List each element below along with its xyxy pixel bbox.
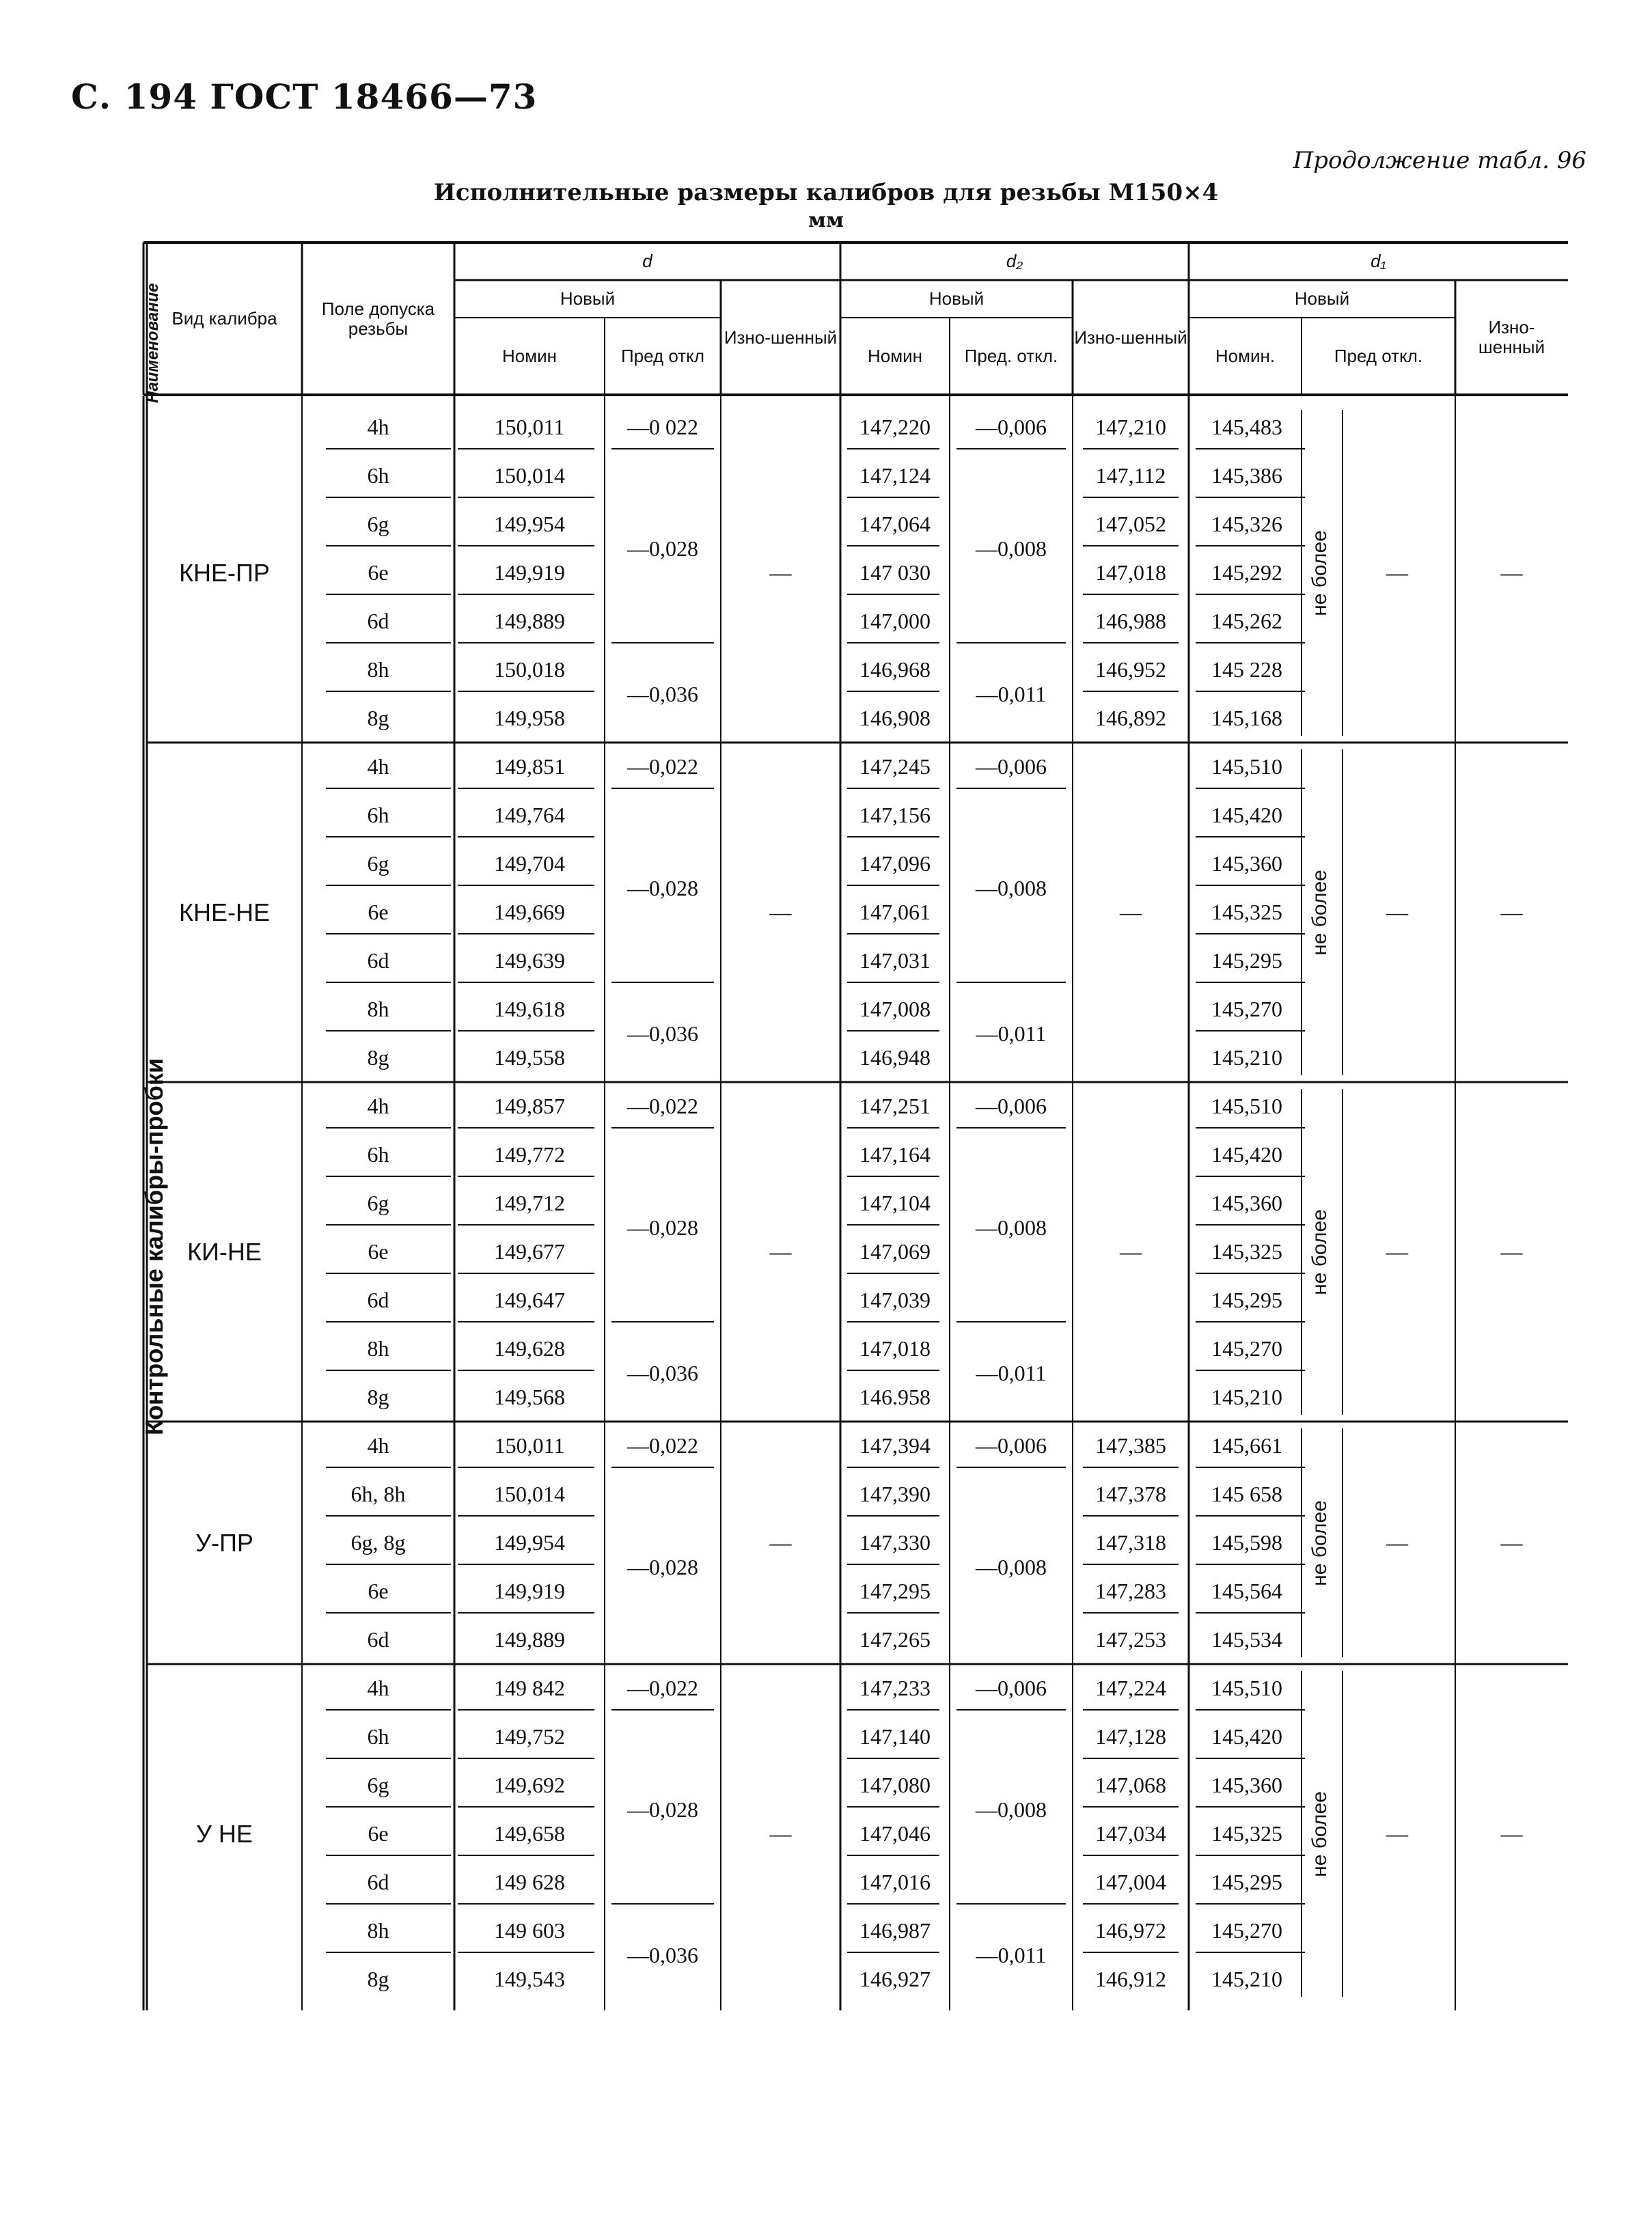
d2-nominal: 147,124 (859, 463, 931, 488)
tolerance-field: 6h, 8h (350, 1482, 406, 1506)
d-nominal: 149,704 (494, 851, 565, 876)
d-nominal: 149 842 (494, 1676, 565, 1700)
tolerance-field: 6h (367, 1724, 389, 1749)
d1-nominal: 145,420 (1211, 803, 1282, 827)
d1-nominal: 145,510 (1211, 754, 1282, 779)
tolerance-field: 6e (368, 1239, 389, 1264)
d2-nominal: 146,987 (859, 1918, 931, 1943)
d-header: d (642, 251, 652, 272)
tolerance-field: 6d (367, 1627, 389, 1652)
d1-worn-dash: — (1500, 560, 1523, 585)
d-deviation: —0,036 (627, 1360, 698, 1385)
tolerance-field: 4h (367, 754, 389, 779)
d-deviation: —0,028 (627, 536, 698, 561)
d2-deviation: —0,006 (976, 1676, 1047, 1700)
tolerance-field: 6d (367, 1870, 389, 1894)
d-nominal: 149,851 (494, 754, 565, 779)
d2-worn: 147,052 (1095, 512, 1166, 536)
tolerance-field: 4h (367, 1676, 389, 1700)
d-pred-header: Пред откл (620, 346, 705, 367)
d2-nominal: 147,233 (859, 1676, 931, 1700)
d1-nominal: 145,360 (1211, 1191, 1282, 1215)
d2-nominal: 147,008 (859, 997, 931, 1021)
tolerance-field: 6g (367, 851, 389, 876)
d-nominal: 149,558 (494, 1045, 565, 1070)
d1-nominal: 145,292 (1211, 560, 1282, 585)
d-nominal: 149 628 (494, 1870, 565, 1894)
d2-deviation: —0,006 (976, 415, 1047, 439)
d2-worn: 147,385 (1095, 1433, 1166, 1458)
d1-nominal: 145,510 (1211, 1676, 1282, 1700)
d2-deviation: —0,008 (976, 536, 1047, 561)
d-new-header: Новый (560, 288, 616, 309)
d-nominal: 149,647 (494, 1288, 565, 1312)
vid-header: Вид калибра (171, 308, 277, 329)
tolerance-field: 4h (367, 415, 389, 439)
tolerance-field: 8g (367, 1385, 389, 1409)
tolerance-field: 6g (367, 512, 389, 536)
d1-nominal: 145,386 (1211, 463, 1282, 488)
d2-nominal: 147,265 (859, 1627, 931, 1652)
d2-worn: 147,034 (1095, 1821, 1166, 1846)
group-name: У НЕ (196, 1819, 253, 1848)
d2-nominal: 147,164 (859, 1142, 931, 1167)
d2-nominal: 146,948 (859, 1045, 931, 1070)
d1-nominal: 145,325 (1211, 900, 1282, 924)
d1-nominal: 145,262 (1211, 609, 1282, 633)
d2-nominal: 147,096 (859, 851, 931, 876)
d2-nominal: 147,330 (859, 1530, 931, 1555)
d-nominal: 150,011 (494, 1433, 565, 1458)
d1-nominal: 145,295 (1211, 1870, 1282, 1894)
tolerance-field: 6d (367, 1288, 389, 1312)
d2-nominal: 147,016 (859, 1870, 931, 1894)
d-deviation: —0,036 (627, 681, 698, 706)
d2-deviation: —0,011 (976, 1942, 1047, 1967)
d1-nominal: 145,325 (1211, 1821, 1282, 1846)
d2-nominal: 147,061 (859, 900, 931, 924)
d1-nominal: 145,598 (1211, 1530, 1282, 1555)
d1-nominal: 145,564 (1211, 1579, 1282, 1603)
d-nominal: 149,958 (494, 706, 565, 730)
d1-nominal: 145,210 (1211, 1967, 1282, 1991)
d2-worn-dash: — (1120, 1239, 1142, 1264)
d2-worn: 147,128 (1095, 1724, 1166, 1749)
d2-nominal: 147 030 (859, 560, 931, 585)
d2-nominal: 147,140 (859, 1724, 931, 1749)
d1-new-header: Новый (1294, 288, 1350, 309)
d2-pred-header: Пред. откл. (964, 346, 1058, 367)
d1-nominal: 145,534 (1211, 1627, 1282, 1652)
d1-nominal: 145,270 (1211, 1918, 1282, 1943)
d2-nominal: 147,018 (859, 1336, 931, 1361)
d1-nominal: 145,661 (1211, 1433, 1282, 1458)
tolerance-field: 8h (367, 1918, 389, 1943)
tolerance-field: 8g (367, 706, 389, 730)
d2-nominal: 147,104 (859, 1191, 931, 1215)
d1-nominal: 145,295 (1211, 948, 1282, 973)
d2-nominal: 147,069 (859, 1239, 931, 1264)
d-nominal: 149,628 (494, 1336, 565, 1361)
d-nominal: 149,658 (494, 1821, 565, 1846)
d1-worn-dash: — (1500, 1239, 1523, 1264)
d1-pred-dash: — (1386, 1821, 1408, 1846)
d2-nominal: 147,251 (859, 1094, 931, 1118)
group-name: КИ-НЕ (187, 1237, 262, 1266)
tolerance-field: 6d (367, 609, 389, 633)
d-nominal: 150,011 (494, 415, 565, 439)
d2-deviation: —0,008 (976, 1215, 1047, 1240)
d-nominal: 149,692 (494, 1773, 565, 1797)
d-nominal: 149,954 (494, 1530, 565, 1555)
d2-worn: 147,210 (1095, 415, 1166, 439)
d2-worn: 147,018 (1095, 560, 1166, 585)
d2-nominal: 147,039 (859, 1288, 931, 1312)
d2-worn: 146,892 (1095, 706, 1166, 730)
d2-worn: 146,952 (1095, 657, 1166, 682)
tolerance-field: 4h (367, 1094, 389, 1118)
d-deviation: —0,028 (627, 1215, 698, 1240)
tolerance-field: 8h (367, 997, 389, 1021)
d2-worn-dash: — (1120, 900, 1142, 924)
d-nominal: 149,669 (494, 900, 565, 924)
d1-nominal: 145,325 (1211, 1239, 1282, 1264)
tolerance-field: 6e (368, 900, 389, 924)
d-nominal: 149,712 (494, 1191, 565, 1215)
group-name: КНЕ-НЕ (179, 898, 270, 926)
d-nominal: 149,618 (494, 997, 565, 1021)
d2-deviation: —0,006 (976, 754, 1047, 779)
d2-header: d₂ (1006, 251, 1023, 272)
d-nominal: 149,752 (494, 1724, 565, 1749)
table-unit: мм (808, 208, 844, 232)
tolerance-field: 6e (368, 560, 389, 585)
d-nominal: 149,857 (494, 1094, 565, 1118)
d-nominal: 149,772 (494, 1142, 565, 1167)
d2-nominal: 146,968 (859, 657, 931, 682)
d2-deviation: —0,008 (976, 1554, 1047, 1579)
d-deviation: —0,036 (627, 1942, 698, 1967)
d2-worn: 147,318 (1095, 1530, 1166, 1555)
ne-bolee-label: не более (1308, 1208, 1331, 1295)
d1-nominal: 145,295 (1211, 1288, 1282, 1312)
d1-worn-header: Изно-шенный (1478, 317, 1545, 357)
side-label: Контрольные калибры-пробки (140, 1057, 168, 1436)
d2-worn: 147,378 (1095, 1482, 1166, 1506)
tolerance-field: 6h (367, 803, 389, 827)
d-nominal: 149 603 (494, 1918, 565, 1943)
d1-nominal: 145,360 (1211, 851, 1282, 876)
d2-deviation: —0,008 (976, 875, 1047, 900)
d-worn-dash: — (769, 1530, 792, 1555)
d1-nominal: 145,210 (1211, 1385, 1282, 1409)
tolerance-field: 8h (367, 1336, 389, 1361)
tolerance-field: 6g (367, 1773, 389, 1797)
d-deviation: —0,022 (627, 1676, 698, 1700)
d2-nominal: 146.958 (859, 1385, 931, 1409)
d-deviation: —0,022 (627, 1094, 698, 1118)
tolerance-field: 6g (367, 1191, 389, 1215)
d2-deviation: —0,008 (976, 1797, 1047, 1822)
table-title: Исполнительные размеры калибров для резьбы М150×4 (433, 179, 1219, 206)
tolerance-field: 6h (367, 463, 389, 488)
d-worn-header: Изно-шенный (724, 327, 838, 348)
d-nominal: 149,954 (494, 512, 565, 536)
d2-new-header: Новый (928, 288, 985, 309)
d-nomin-header: Номин (502, 346, 557, 367)
tolerance-field: 8h (367, 657, 389, 682)
d-worn-dash: — (769, 900, 792, 924)
d1-nominal: 145,210 (1211, 1045, 1282, 1070)
d-nominal: 149,639 (494, 948, 565, 973)
d1-nominal: 145,270 (1211, 997, 1282, 1021)
d1-nominal: 145,420 (1211, 1724, 1282, 1749)
ne-bolee-label: не более (1308, 529, 1331, 616)
naim-header: Наименование (143, 283, 162, 403)
d2-worn: 147,224 (1095, 1676, 1166, 1700)
d-nominal: 149,677 (494, 1239, 565, 1264)
d2-worn: 147,068 (1095, 1773, 1166, 1797)
d-worn-dash: — (769, 1821, 792, 1846)
d-nominal: 149,543 (494, 1967, 565, 1991)
d2-nomin-header: Номин (868, 346, 922, 367)
d-nominal: 150,014 (494, 1482, 565, 1506)
d2-nominal: 147,220 (859, 415, 931, 439)
d2-worn: 147,112 (1095, 463, 1166, 488)
d2-worn: 146,972 (1095, 1918, 1166, 1943)
d2-nominal: 147,156 (859, 803, 931, 827)
d2-worn: 147,253 (1095, 1627, 1166, 1652)
d2-nominal: 147,295 (859, 1579, 931, 1603)
d-deviation: —0,028 (627, 1554, 698, 1579)
d1-header: d₁ (1371, 251, 1386, 272)
d-worn-dash: — (769, 1239, 792, 1264)
d1-nominal: 145,420 (1211, 1142, 1282, 1167)
d-deviation: —0 022 (627, 415, 698, 439)
d2-worn: 146,988 (1095, 609, 1166, 633)
d2-nominal: 147,064 (859, 512, 931, 536)
d1-worn-dash: — (1500, 900, 1523, 924)
d1-pred-dash: — (1386, 1239, 1408, 1264)
d1-nominal: 145,483 (1211, 415, 1282, 439)
d2-worn: 146,912 (1095, 1967, 1166, 1991)
d2-deviation: —0,011 (976, 681, 1047, 706)
d2-nominal: 147,394 (859, 1433, 931, 1458)
d2-nominal: 147,046 (859, 1821, 931, 1846)
d2-deviation: —0,006 (976, 1094, 1047, 1118)
d2-deviation: —0,006 (976, 1433, 1047, 1458)
d2-worn: 147,283 (1095, 1579, 1166, 1603)
d-nominal: 149,919 (494, 1579, 565, 1603)
d1-worn-dash: — (1500, 1821, 1523, 1846)
tolerance-field: 6h (367, 1142, 389, 1167)
d-nominal: 150,018 (494, 657, 565, 682)
d2-nominal: 146,927 (859, 1967, 931, 1991)
d-deviation: —0,028 (627, 875, 698, 900)
tolerance-field: 6e (368, 1821, 389, 1846)
d-deviation: —0,022 (627, 1433, 698, 1458)
d2-nominal: 147,000 (859, 609, 931, 633)
d1-nominal: 145,326 (1211, 512, 1282, 536)
d2-nominal: 147,390 (859, 1482, 931, 1506)
d2-nominal: 147,080 (859, 1773, 931, 1797)
d1-nominal: 145,168 (1211, 706, 1282, 730)
tolerance-field: 4h (367, 1433, 389, 1458)
d1-nominal: 145,270 (1211, 1336, 1282, 1361)
pole-header: Поле допуска резьбы (321, 298, 435, 339)
d2-worn: 147,004 (1095, 1870, 1166, 1894)
d1-pred-dash: — (1386, 900, 1408, 924)
d1-nominal: 145 228 (1211, 657, 1282, 682)
d-nominal: 149,919 (494, 560, 565, 585)
d-deviation: —0,036 (627, 1021, 698, 1046)
d1-pred-dash: — (1386, 1530, 1408, 1555)
continuation-label: Продолжение табл. 96 (1293, 147, 1586, 174)
d2-nominal: 147,245 (859, 754, 931, 779)
d1-pred-dash: — (1386, 560, 1408, 585)
d-nominal: 150,014 (494, 463, 565, 488)
d2-deviation: —0,011 (976, 1360, 1047, 1385)
d1-pred-header: Пред откл. (1334, 346, 1423, 367)
d2-nominal: 146,908 (859, 706, 931, 730)
d1-nominal: 145,510 (1211, 1094, 1282, 1118)
group-name: КНЕ-ПР (179, 558, 270, 587)
tolerance-field: 8g (367, 1045, 389, 1070)
tolerance-field: 6d (367, 948, 389, 973)
d-nominal: 149,889 (494, 609, 565, 633)
d1-worn-dash: — (1500, 1530, 1523, 1555)
ne-bolee-label: не более (1308, 1499, 1331, 1586)
d1-nomin-header: Номин. (1215, 346, 1276, 367)
d-nominal: 149,889 (494, 1627, 565, 1652)
group-name: У-ПР (195, 1528, 253, 1557)
d-worn-dash: — (769, 560, 792, 585)
d2-nominal: 147,031 (859, 948, 931, 973)
d2-worn-header: Изно-шенный (1074, 327, 1187, 348)
d1-nominal: 145 658 (1211, 1482, 1282, 1506)
d-deviation: —0,028 (627, 1797, 698, 1822)
d-nominal: 149,764 (494, 803, 565, 827)
d-nominal: 149,568 (494, 1385, 565, 1409)
ne-bolee-label: не более (1308, 869, 1331, 956)
tolerance-field: 8g (367, 1967, 389, 1991)
tolerance-field: 6e (368, 1579, 389, 1603)
d2-deviation: —0,011 (976, 1021, 1047, 1046)
ne-bolee-label: не более (1308, 1790, 1331, 1877)
tolerance-field: 6g, 8g (350, 1530, 406, 1555)
page-header: С. 194 ГОСТ 18466—73 (71, 77, 538, 117)
d-deviation: —0,022 (627, 754, 698, 779)
d1-nominal: 145,360 (1211, 1773, 1282, 1797)
